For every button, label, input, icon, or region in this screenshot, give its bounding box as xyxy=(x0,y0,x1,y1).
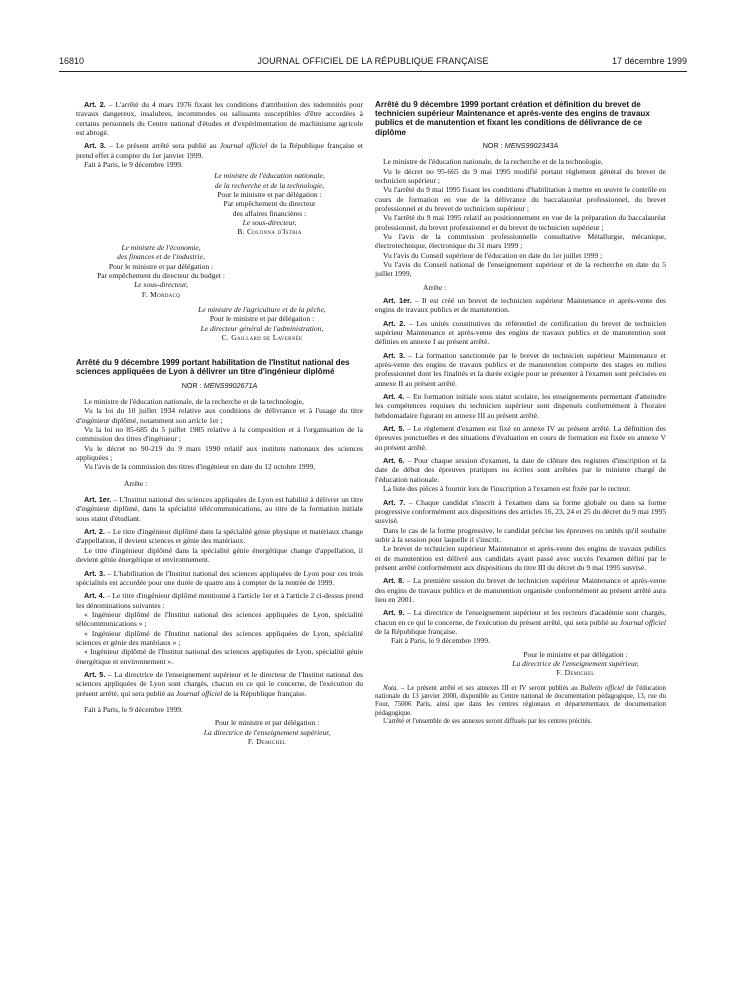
signature-block: Pour le ministre et par délégation : La directrice de l'enseignement supérieur, F. Demichel xyxy=(203,718,331,746)
article-paragraph: Art. 5. – La directrice de l'enseignement supérieur et le directeur de l'Institut national des sciences appliquées de Lyon sont chargés, chacun en ce qui le concerne, de l'exécution du présent arrêté, qui sera publié au Journal officiel de la République française. xyxy=(76,669,363,698)
article-paragraph: Art. 5. – Le règlement d'examen est fixé en annexe IV au présent arrêté. La définition des épreuves ponctuelles et des situations d'évaluation en cours de formation est fixée en annexe V au présent arrêté. xyxy=(375,424,666,452)
article-paragraph: Art. 3. – Le présent arrêté sera publié au Journal officiel de la République française et prend effet à compter du 1er janvier 1999. xyxy=(76,141,363,160)
article-paragraph: Art. 1er. – L'Institut national des sciences appliquées de Lyon est habilité à délivrer un titre d'ingénieur diplômé, dans la spécialité télécommunications, au titre de la formation initiale sous statut d'étudiant. xyxy=(76,495,363,523)
page-header xyxy=(59,56,687,70)
fait-line: Fait à Paris, le 9 décembre 1999. xyxy=(84,704,183,714)
fait-line: Fait à Paris, le 9 décembre 1999. xyxy=(84,160,183,170)
article-paragraph: Art. 7. – Chaque candidat s'inscrit à l'examen dans sa forme globale ou dans sa forme progressive conformément aux dispositions des articles 16, 23, 24 et 25 du décret du 9 mai 1995 susvisé. xyxy=(375,497,667,526)
signature-block: Le ministre de l'éducation nationale, de la recherche et de la technologie, Pour le ministre et par délégation : Par empêchement du directeur des affaires financières : Le sous-directeur, B. Colonna d'Istria xyxy=(214,171,325,237)
article-paragraph: Art. 2. – Les unités constitutives du référentiel de certification du brevet de technicien supérieur Maintenance et après-vente des engins de travaux publics et de manutention sont définies en annexe I au présent arrêté. xyxy=(375,318,666,347)
article-paragraph: Art. 2. – Le titre d'ingénieur diplômé dans la spécialité génie physique et matériaux change d'appellation, il devient sciences et génie des matériaux. xyxy=(76,527,363,546)
article-paragraph: Art. 2. – L'arrêté du 4 mars 1976 fixant les conditions d'attribution des indemnités pour travaux dangereux, insalubres, incommodes ou salissants susceptibles d'être accordées à certains personnels du Centre national d'études et d'expérimentation de machinisme agricole est abrogé. xyxy=(76,100,363,138)
article-paragraph: Art. 6. – Pour chaque session d'examen, la date de clôture des registres d'inscription et la date de début des épreuves pratiques ou écrites sont arrêtées par le ministre chargé de l'éducation nationale. xyxy=(375,456,666,484)
article-paragraph: Art. 8. – La première session du brevet de technicien supérieur Maintenance et après-vente des engins de travaux publics et de manutention organisée conformément au présent arrêté aura lieu en 2001. xyxy=(375,576,666,604)
signature-block: Pour le ministre et par délégation : La directrice de l'enseignement supérieur, F. Demichel xyxy=(512,649,639,678)
right-column: Arrêté du 9 décembre 1999 portant création et définition du brevet de technicien supérieur Maintenance et après-vente des engins de travaux publics et de manutention et fixant les conditions de délivrance de ce diplôme NOR : MENS9902343A Le ministre de l'éducation nationale, de la recherche et de la technologie, Vu le décret no 95-665 du 9 mai 1995 modifié portant règlement général du brevet de technicien supérieur ; Vu l'arrêté du 9 mai 1995 fixant les conditions d'habilitation à mettre en œuvre le contrôle en cours de formation en vue de la délivrance du baccalauréat professionnel, du brevet professionnel et du brevet de technicien supérieur ; Vu l'arrêté du 9 mai 1995 relatif au positionnement en vue de la préparation du baccalauréat professionnel, du brevet professionnel et du brevet de technicien supérieur ; Vu l'avis de la commission professionnelle consultative Métallurgie, mécanique, électrotechnique, électronique du 31 mars 1999 ; Vu l'avis du Conseil supérieur de l'éducation en date du 1er juillet 1999 ; Vu l'avis du Conseil national de l'enseignement supérieur et de la recherche en date du 5 juillet 1999, Arrête : Art. 1er. – Il est créé un brevet de technicien supérieur Maintenance et après-vente des engins de travaux publics et de manutention. Art. 2. – Les unités constitutives du référentiel de certification du brevet de technicien supérieur Maintenance et après-vente des engins de travaux publics et de manutention sont définies en annexe I au présent arrêté. Art. 3. – La formation sanctionnée par le brevet de technicien supérieur Maintenance et après-vente des engins de travaux publics et de manutention comporte des stages en milieu professionnel dont les finalités et la durée exigée pour se présenter à l'examen sont précisées en annexe II au présent arrêté. Art. 4. – En formation initiale sous statut scolaire, les enseignements permettant d'atteindre les compétences requises du technicien supérieur sont dispensés conformément à l'horaire hebdomadaire figurant en annexe III au présent arrêté. Art. 5. – Le règlement d'examen est fixé en annexe IV au présent arrêté. La définition des épreuves ponctuelles et des situations d'évaluation en cours de formation est fixée en annexe V au présent arrêté. Art. 6. – Pour chaque session d'examen, la date de clôture des registres d'inscription et la date de début des épreuves pratiques ou écrites sont arrêtées par le ministre chargé de l'éducation nationale. La liste des pièces à fournir lors de l'inscription à l'examen est fixée par le recteur. Art. 7. – Chaque candidat s'inscrit à l'examen dans sa forme globale ou dans sa forme progressive conformément aux dispositions des articles 16, 23, 24 et 25 du décret du 9 mai 1995 susvisé. Dans le cas de la forme progressive, le candidat précise les épreuves ou unités qu'il souhaite subir à la session pour laquelle il s'inscrit. Le brevet de technicien supérieur Maintenance et après-vente des engins de travaux publics et de manutention est délivré aux candidats ayant passé avec succès l'examen défini par le présent arrêté conformément aux dispositions du titre III du décret du 9 mai 1995 susvisé. Art. 8. – La première session du brevet de technicien supérieur Maintenance et après-vente des engins de travaux publics et de manutention organisée conformément au présent arrêté aura lieu en 2001. Art. 9. – La directrice de l'enseignement supérieur et les recteurs d'académie sont chargés, chacun en ce qui le concerne, de l'exécution du présent arrêté, qui sera publié au Journal officiel de la République française. Fait à Paris, le 9 décembre 1999. Pour le ministre et par délégation : La directrice de l'enseignement supérieur, F. Demichel Nota. – Le présent arrêté et ses annexes III et IV seront publiés au Bulletin officiel de l'éducation nationale du 13 janvier 2000, disponible au Centre national de documentation pédagogique, 13, rue du Four, 75006 Paris, ainsi que dans les centres régionaux et départementaux de documentation pédagogique. L'arrêté et l'ensemble de ses annexes seront diffusés par les centres précités. xyxy=(375,100,667,725)
signature-block: Le ministre de l'agriculture et de la pêche, Pour le ministre et par délégation : Le directeur général de l'administration, C. Gaillard de Lavernée xyxy=(198,304,326,342)
article-paragraph: Art. 9. – La directrice de l'enseignement supérieur et les recteurs d'académie sont chargés, chacun en ce qui le concerne, de l'exécution du présent arrêté, qui sera publié au Journal officiel de la République française. xyxy=(375,608,667,636)
article-paragraph: Art. 3. – L'habilitation de l'Institut national des sciences appliquées de Lyon pour ces trois spécialités est accordée pour une durée de quatre ans à compter de la rentrée de 1999. xyxy=(76,568,363,587)
journal-title: JOURNAL OFFICIEL DE LA RÉPUBLIQUE FRANÇAISE xyxy=(257,56,489,66)
signature-block: Le ministre de l'économie, des finances et de l'industrie, Pour le ministre et par délégation : Par empêchement du directeur du budget : Le sous-directeur, F. Mordacq xyxy=(97,242,225,299)
decree-title: Arrêté du 9 décembre 1999 portant création et définition du brevet de technicien supérieur Maintenance et après-vente des engins de travaux publics et de manutention et fixant les conditions de délivrance de ce diplôme xyxy=(375,100,650,137)
nota-paragraph: Nota. – Le présent arrêté et ses annexes III et IV seront publiés au Bulletin officiel de l'éducation nationale du 13 janvier 2000, disponible au Centre national de documentation pédagogique, 13, rue du Four, 75006 Paris, ainsi que dans les centres régionaux et départementaux de documentation pédagogique. xyxy=(375,684,667,717)
nor-reference: NOR : MENS9902343A xyxy=(482,140,559,150)
header-rule xyxy=(59,71,687,72)
nor-reference: NOR : MENS9902671A xyxy=(181,380,258,390)
article-paragraph: Art. 4. – Le titre d'ingénieur diplômé mentionné à l'article 1er et à l'article 2 ci-dessus prend les dénominations suivantes : xyxy=(76,591,363,610)
article-paragraph: Art. 4. – En formation initiale sous statut scolaire, les enseignements permettant d'atteindre les compétences requises du technicien supérieur sont dispensés conformément à l'horaire hebdomadaire figurant en annexe III au présent arrêté. xyxy=(375,392,666,420)
article-paragraph: Art. 3. – La formation sanctionnée par le brevet de technicien supérieur Maintenance et après-vente des engins de travaux publics et de manutention comporte des stages en milieu professionnel dont les finalités et la durée exigée pour se présenter à l'examen sont précisées en annexe II au présent arrêté. xyxy=(375,350,667,388)
issue-date: 17 décembre 1999 xyxy=(611,56,687,66)
decree-title: Arrêté du 9 décembre 1999 portant habilitation de l'Institut national des sciences appliquées de Lyon à délivrer un titre d'ingénieur diplômé xyxy=(76,358,350,377)
page-number: 16810 xyxy=(59,56,85,66)
fait-line: Fait à Paris, le 9 décembre 1999. xyxy=(391,636,490,646)
left-column: Art. 2. – L'arrêté du 4 mars 1976 fixant les conditions d'attribution des indemnités pour travaux dangereux, insalubres, incommodes ou salissants susceptibles d'être accordées à certains personnels du Centre national d'études et d'expérimentation de machinisme agricole est abrogé. Art. 3. – Le présent arrêté sera publié au Journal officiel de la République française et prend effet à compter du 1er janvier 1999. Fait à Paris, le 9 décembre 1999. Le ministre de l'éducation nationale, de la recherche et de la technologie, Pour le ministre et par délégation : Par empêchement du directeur des affaires financières : Le sous-directeur, B. Colonna d'Istria Le ministre de l'économie, des finances et de l'industrie, Pour le ministre et par délégation : Par empêchement du directeur du budget : Le sous-directeur, F. Mordacq Le ministre de l'agriculture et de la pêche, Pour le ministre et par délégation : Le directeur général de l'administration, C. Gaillard de Lavernée Arrêté du 9 décembre 1999 portant habilitation de l'Institut national des sciences appliquées de Lyon à délivrer un titre d'ingénieur diplômé NOR : MENS9902671A Le ministre de l'éducation nationale, de la recherche et de la technologie, Vu la loi du 10 juillet 1934 relative aux conditions de délivrance et à l'usage du titre d'ingénieur diplômé, notamment son article 1er ; Vu la loi no 85-685 du 5 juillet 1985 relative à la composition et à l'organisation de la commission des titres d'ingénieur ; Vu le décret no 90-219 du 9 mars 1990 relatif aux instituts nationaux des sciences appliquées ; Vu l'avis de la commission des titres d'ingénieur en date du 12 octobre 1999, Arrête : Art. 1er. – L'Institut national des sciences appliquées de Lyon est habilité à délivrer un titre d'ingénieur diplômé, dans la spécialité télécommunications, au titre de la formation initiale sous statut d'étudiant. Art. 2. – Le titre d'ingénieur diplômé dans la spécialité génie physique et matériaux change d'appellation, il devient sciences et génie des matériaux. Le titre d'ingénieur diplômé dans la spécialité génie énergétique change d'appellation, il devient génie énergétique et environnement. Art. 3. – L'habilitation de l'Institut national des sciences appliquées de Lyon pour ces trois spécialités est accordée pour une durée de quatre ans à compter de la rentrée de 1999. Art. 4. – Le titre d'ingénieur diplômé mentionné à l'article 1er et à l'article 2 ci-dessus prend les dénominations suivantes : « Ingénieur diplômé de l'Institut national des sciences appliquées de Lyon, spécialité télécommunications » ; « Ingénieur diplômé de l'Institut national des sciences appliquées de Lyon, spécialité sciences et génie des matériaux » ; « Ingénieur diplômé de l'Institut national des sciences appliquées de Lyon, spécialité génie énergétique et environnement ». Art. 5. – La directrice de l'enseignement supérieur et le directeur de l'Institut national des sciences appliquées de Lyon sont chargés, chacun en ce qui le concerne, de l'exécution du présent arrêté, qui sera publié au Journal officiel de la République française. Fait à Paris, le 9 décembre 1999. Pour le ministre et par délégation : La directrice de l'enseignement supérieur, F. Demichel xyxy=(76,100,363,746)
article-paragraph: Art. 1er. – Il est créé un brevet de technicien supérieur Maintenance et après-vente des engins de travaux publics et de manutention. xyxy=(375,295,666,315)
